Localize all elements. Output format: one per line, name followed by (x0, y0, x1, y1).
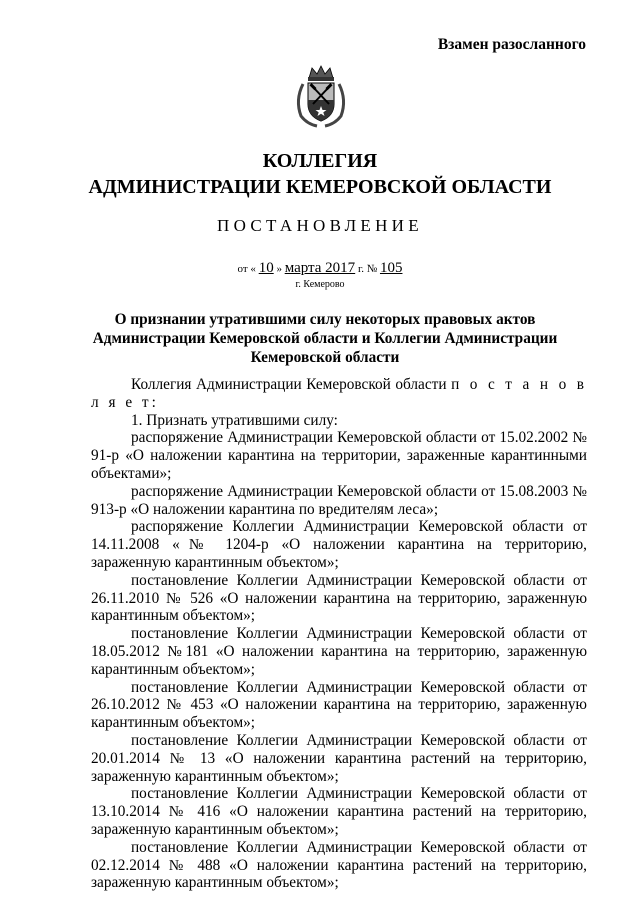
title-line: Администрации Кемеровской области и Коллегии Администрации (92, 330, 558, 347)
intro-text: Коллегия Администрации Кемеровской области (131, 376, 447, 393)
date-number-line (0, 260, 640, 277)
repealed-act-paragraph: постановление Коллегии Администрации Кемеровской области от 20.01.2014 № 13 «О наложении карантина растений на территорию, зараженную карантинным объектом»; (91, 731, 587, 785)
repealed-act-paragraph: распоряжение Коллегии Администрации Кемеровской области от 14.11.2008 «№ 1204-р «О наложении карантина на территорию, зараженную карантинным объектом»; (91, 518, 587, 571)
date-mid: » (276, 263, 282, 275)
repealed-act-paragraph: постановление Коллегии Администрации Кемеровской области от 02.12.2014 № 488 «О наложении карантина растений на территорию, зараженную карантинным объектом»; (91, 838, 587, 892)
date-month-year: марта 2017 (284, 260, 356, 276)
document-title (60, 310, 590, 367)
number-label: № (366, 263, 378, 275)
org-name-line1: КОЛЛЕГИЯ (262, 150, 378, 172)
kemerovo-coat-of-arms-icon (293, 64, 349, 128)
document-number: 105 (379, 260, 403, 276)
repealed-act-paragraph: постановление Коллегии Администрации Кемеровской области от 26.11.2010 № 526 «О наложении карантина на территорию, зараженную карантинным объектом»; (91, 571, 587, 625)
replacement-stamp: Взамен разосланного (437, 36, 586, 53)
date-prefix: от « (237, 263, 256, 275)
repealed-act-paragraph: распоряжение Администрации Кемеровской области от 15.08.2003 № 913-р «О наложении карантина по вредителям леса»; (91, 482, 587, 518)
intro-paragraph (91, 376, 587, 412)
title-line: О признании утратившими силу некоторых правовых актов (114, 311, 536, 328)
item-1: 1. Признать утратившими силу: (131, 411, 338, 429)
document-body (91, 376, 587, 892)
title-line: Кемеровской области (250, 349, 400, 366)
repealed-act-paragraph: распоряжение Администрации Кемеровской области от 15.02.2002 № 91-р «О наложении карантина на территории, зараженные карантинными объектами»; (91, 429, 587, 482)
intro-decree-word: п о с т а н о в л я е т: (91, 376, 587, 411)
repealed-act-paragraph: постановление Коллегии Администрации Кемеровской области от 26.10.2012 № 453 «О наложении карантина на территорию, зараженную карантинным объектом»; (91, 678, 587, 732)
city: г. Кемерово (295, 279, 345, 290)
repealed-act-paragraph: постановление Коллегии Администрации Кемеровской области от 18.05.2012 №181 «О наложении карантина на территорию, зараженную карантинным объектом»; (91, 625, 587, 678)
document-type: ПОСТАНОВЛЕНИЕ (217, 216, 423, 235)
date-year-suffix: г. (357, 263, 364, 275)
date-day: 10 (258, 260, 274, 276)
repealed-act-paragraph: постановление Коллегии Администрации Кемеровской области от 13.10.2014 № 416 «О наложении карантина растений на территорию, зараженную карантинным объектом»; (91, 785, 587, 838)
org-name-line2: АДМИНИСТРАЦИИ КЕМЕРОВСКОЙ ОБЛАСТИ (88, 176, 552, 198)
